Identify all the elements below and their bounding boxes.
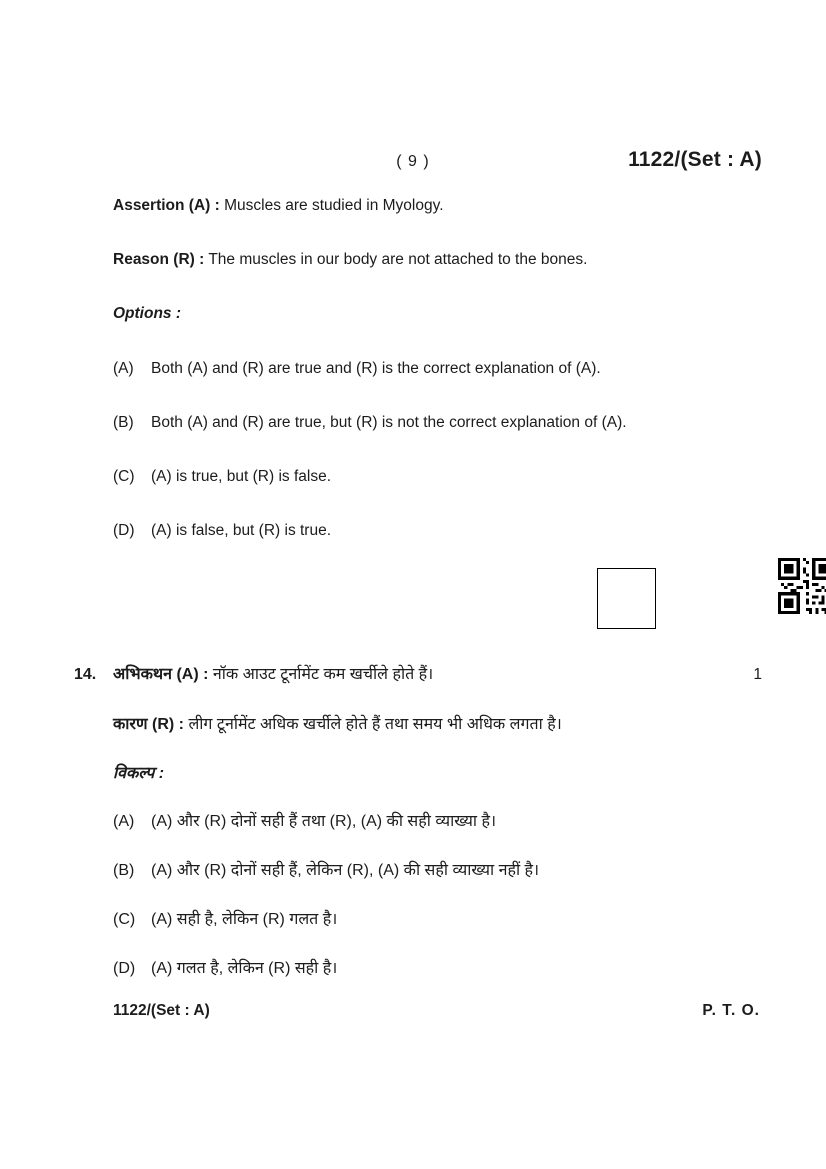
paper-code-header: 1122/(Set : A) [628, 148, 762, 171]
option-label: (B) [113, 862, 135, 879]
option-text: (A) और (R) दोनों सही हैं तथा (R), (A) की सही व्याख्या है। [151, 813, 497, 830]
option-text: Both (A) and (R) are true, but (R) is not the correct explanation of (A). [151, 414, 627, 431]
assertion-line-en [113, 196, 762, 217]
options-heading-hi: विकल्प : [113, 765, 165, 782]
option-row-hi-b [113, 861, 762, 882]
question-number: 14. [74, 666, 97, 683]
option-row-en-b [113, 413, 762, 434]
option-label: (C) [113, 468, 135, 485]
option-row-hi-c [113, 910, 762, 931]
option-text: Both (A) and (R) are true and (R) is the correct explanation of (A). [151, 360, 601, 377]
options-heading-en: Options : [113, 305, 182, 322]
option-text: (A) गलत है, लेकिन (R) सही है। [151, 960, 338, 977]
assertion-line-hi [113, 665, 741, 686]
option-row-hi-a [113, 812, 762, 833]
page-number: ( 9 ) [396, 153, 430, 170]
marks-value: 1 [753, 666, 762, 683]
reason-label-en: Reason (R) : [113, 251, 205, 268]
assertion-label-hi: अभिकथन (A) : [113, 666, 209, 683]
assertion-text-hi: नॉक आउट टूर्नामेंट कम खर्चीले होते हैं। [212, 666, 434, 683]
option-label: (D) [113, 960, 136, 977]
option-row-en-d [113, 521, 762, 542]
option-label: (C) [113, 911, 136, 928]
qr-code-svg [778, 558, 826, 614]
qr-code-icon [778, 558, 826, 614]
option-text: (A) is false, but (R) is true. [151, 522, 332, 539]
option-label: (B) [113, 414, 134, 431]
assertion-label-en: Assertion (A) : [113, 197, 220, 214]
reason-text-hi: लीग टूर्नामेंट अधिक खर्चीले होते हैं तथा समय भी अधिक लगता है। [188, 716, 562, 733]
option-text: (A) और (R) दोनों सही हैं, लेकिन (R), (A) की सही व्याख्या नहीं है। [151, 862, 540, 879]
option-row-hi-d [113, 959, 762, 980]
option-row-en-a [113, 359, 762, 380]
reason-line-hi [113, 715, 762, 736]
option-row-en-c [113, 467, 762, 488]
option-label: (A) [113, 813, 135, 830]
reason-line-en [113, 250, 762, 271]
option-label: (D) [113, 522, 135, 539]
assertion-text-en: Muscles are studied in Myology. [224, 197, 444, 214]
paper-code-footer: 1122/(Set : A) [113, 1002, 210, 1019]
question-14-line [74, 665, 762, 686]
reason-label-hi: कारण (R) : [113, 716, 184, 733]
pto-label: P. T. O. [702, 1002, 760, 1019]
option-label: (A) [113, 360, 134, 377]
option-text: (A) सही है, लेकिन (R) गलत है। [151, 911, 338, 928]
option-text: (A) is true, but (R) is false. [151, 468, 332, 485]
reason-text-en: The muscles in our body are not attached to the bones. [208, 251, 588, 268]
empty-answer-box [597, 568, 656, 629]
